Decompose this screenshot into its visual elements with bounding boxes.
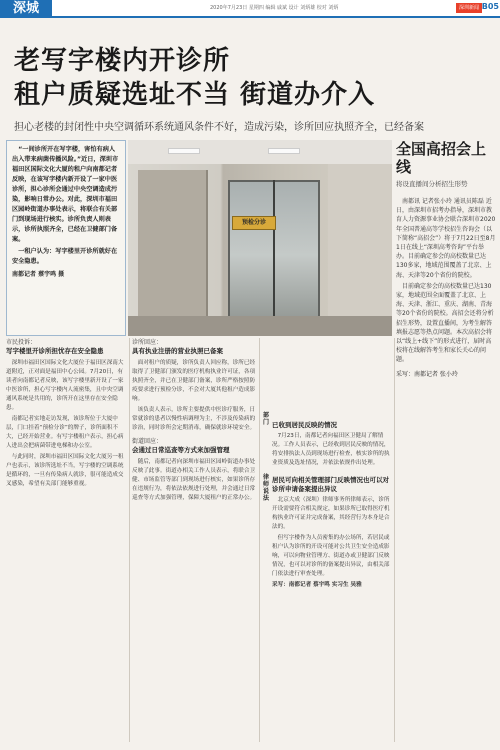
lead-paragraph: 一租户认为：写字楼里开诊所就好在安全隐患。 [12, 248, 118, 265]
sidebar-paragraph: 南都讯 记者张小玲 通讯员陈磊 近日，由深圳市招考办指导，深圳市教育人力资源事业协会联合深圳市2020年全国普通高等学校招生咨询会（以下简称“高招会”）将于7月22日至8月1日在线上“深圳高考咨询”平台举办。目前确定参会的高校数量已达130多家，地域范围覆盖了北京、上海、天津等20个省份的院校。 [396, 198, 496, 279]
ceiling-light [168, 148, 200, 154]
masthead-info: 2020年7月23日 星期四 编辑 戚斌 设计 刘炳雄 校对 刘炳 [210, 5, 339, 11]
lead-byline: 南都记者 蔡宇鸣 摄 [12, 271, 65, 278]
column-3-paragraph: 7月23日，南都记者向福田区卫健局了解情况。工作人员表示，已经收到居民反映的情况，将安排执法人员到现场进行检查，核实诊所的执业资质及选址情况，并依法依规作出处理。 [272, 433, 390, 466]
column-3-paragraph: 北京大成（深圳）律师事务所律师表示，诊所开设需要符合相关规定，如果诊所已取得医疗机构执业许可证并完成备案，其经营行为本身是合法的。 [272, 497, 390, 530]
lead-box [6, 140, 126, 336]
column-1-paragraph: 与此同时，深圳市福田区国际文化大厦另一租户也表示，该诊所选址不当，写字楼的空调系统是循环的，一旦有传染病人就诊，很可能造成交叉感染，希望有关部门能够重视。 [6, 454, 124, 487]
column-3-title-1: 已收到居民反映的情况 [272, 421, 337, 429]
column-2-label: 诊所回应： [132, 339, 163, 346]
headline-line-2: 租户质疑选址不当 街道办介入 [14, 80, 376, 110]
column-divider [129, 338, 130, 742]
column-2-paragraph: 该负责人表示，诊所主要提供中医诊疗服务，日常就诊的患者以慢性病调理为主，不涉及传染病的诊治，同时诊所会定期消毒，确保就诊环境安全。 [132, 407, 256, 431]
triage-sign: 预检分诊 [232, 216, 276, 230]
column-2-title: 具有执业注册的营业执照已备案 [132, 347, 223, 355]
column-3-byline: 采写：南都记者 蔡宇鸣 实习生 吴雅 [272, 582, 362, 588]
photo-floor [128, 316, 392, 336]
column-3-body-1 [272, 432, 394, 470]
lead-paragraph: “一间诊所开在写字楼，害怕有病人出入带来病菌传播风险。”近日，深圳市福田区国际文化大厦的租户向南都记者反映，在该写字楼内新开设了一家中医诊所，担心诊所会通过中央空调造成污染，影响日常办公。对此，深圳市福田区园岭街道办事处表示，将联合有关部门到现场进行核实。诊所负责人则表示，诊所执照齐全，已经在卫健部门备案。 [12, 146, 119, 243]
glass-door-split [273, 180, 275, 330]
page-badge: 深圳新闻 [456, 3, 482, 13]
clinic-photo [128, 140, 392, 336]
column-divider [259, 338, 260, 742]
headline-line-1: 老写字楼内开诊所 [14, 46, 231, 76]
sidebar-byline: 采写：南都记者 张小玲 [396, 370, 458, 378]
column-2-paragraph: 面对租户的质疑，诊所负责人回应称，诊所已经取得了卫健部门颁发的医疗机构执业许可证，各项执照齐全，并已在卫健部门备案，诊所严格按照防疫要求进行预检分诊，不会对大厦其他租户造成影响。 [132, 360, 256, 402]
column-3-body-2 [272, 496, 394, 590]
vertical-label-lawyer: 律师说法 [262, 474, 269, 502]
sidebar-story [396, 140, 496, 740]
vertical-label-department: 部门 [262, 412, 269, 426]
column-1 [6, 338, 126, 491]
headline [14, 44, 474, 112]
sidebar-paragraph: 目前确定参会的高校数量已达130家，地域范围全面覆盖了北京、上海、天津、浙江、重庆、湖南、青海等20个省份的院校。高招会还将分析招生形势，设置直播间，为考生解答填报志愿等热点问题。本次高招会将以“线上+线下”的形式进行，届时高校将在线解答考生和家长关心的问题。 [396, 282, 494, 364]
sidebar-subhead: 将设直播间分析招生形势 [396, 180, 468, 188]
column-1-title: 写字楼里开诊所担忧存在安全隐患 [6, 347, 104, 355]
column-2 [132, 338, 256, 505]
column-2-paragraph: 随后，南都记者向深圳市福田区园岭街道办事处反映了此事。街道办相关工作人员表示，将联合卫健、市场监管等部门到现场进行核实，如果诊所存在违规行为，将依法依规进行处理，并会通过日常巡查等方式加强管理，保障大厦租户的正常办公。 [132, 459, 256, 501]
photo-door [138, 170, 208, 336]
section-tag: 深城 [0, 0, 52, 18]
column-2-sub-title: 会通过日常巡查等方式来加强管理 [132, 446, 230, 454]
column-3-paragraph: 但写字楼作为人员密集的办公场所，若居民或租户认为诊所的开设可能对公共卫生安全造成影响，可以向物业管理方、街道办或卫健部门反映情况，也可以对诊所的备案提出异议，由相关部门依法进行审查处理。 [272, 535, 390, 577]
subheadline: 担心老楼的封闭性中央空调循环系统通风条件不好，造成污染，诊所回应执照齐全，已经备案 [14, 122, 424, 133]
masthead [0, 0, 500, 18]
lead-text [12, 145, 120, 267]
column-3-title-2: 居民可向相关管理部门反映情况也可以对诊所申请备案提出异议 [272, 476, 389, 493]
column-1-label: 市民投诉： [6, 339, 37, 346]
page-number: B05 [481, 2, 499, 11]
sidebar-body [396, 197, 496, 365]
column-2-sub-label: 街道回应： [132, 438, 163, 445]
sidebar-headline: 全国高招会上线 [396, 140, 487, 176]
ceiling-light [268, 148, 300, 154]
photo-wall [328, 164, 392, 324]
column-1-paragraph: 南都记者实地走访发现，该诊所位于大厦中层，门口挂着“预检分诊”的牌子，诊所面积不大，已经开始营业。有写字楼租户表示，担心病人进出会把病菌带进电梯和办公室。 [6, 416, 124, 449]
column-divider [394, 338, 395, 742]
column-1-paragraph: 深圳市福田区国际文化大厦位于福田区深南大道附近，正对面是福田中心公园。7月20日，有读者向南都记者反映，该写字楼里新开设了一家中医诊所，担心写字楼内人流密集，且中央空调通风系统是共用的，诊所开在这里存在安全隐患。 [6, 360, 124, 411]
